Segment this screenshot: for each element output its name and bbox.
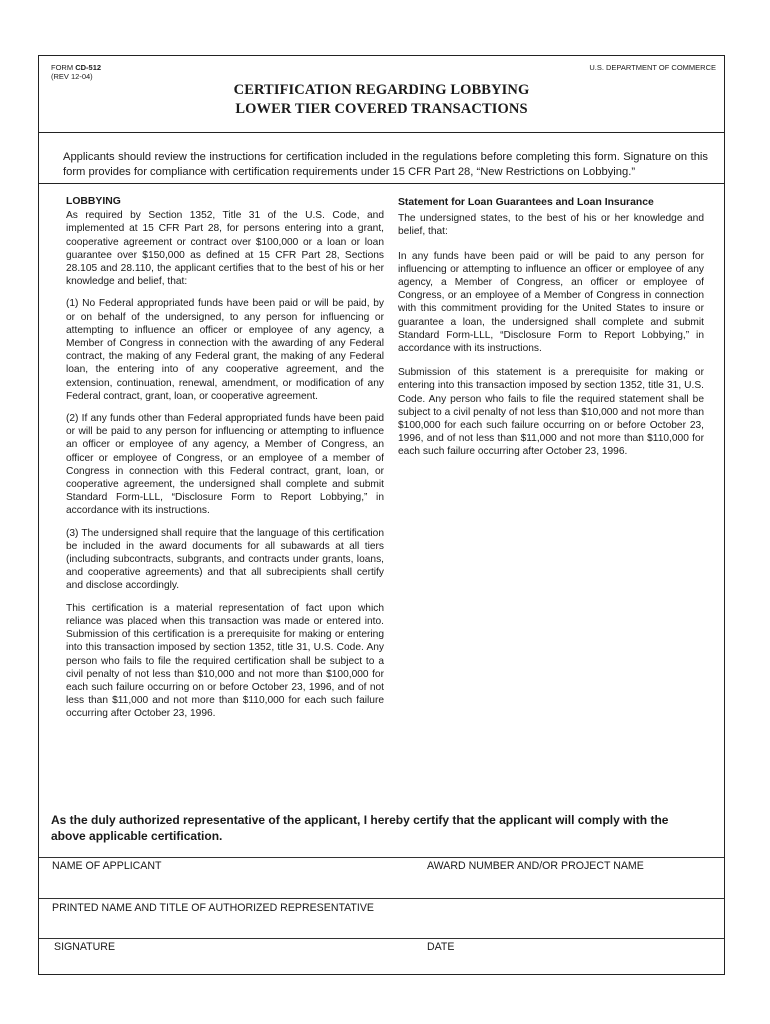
title-divider <box>39 132 724 133</box>
lobbying-paragraph: This certification is a material representation of fact upon which reliance was placed when this transaction was made or entered into. Submission of this certification is a prerequisite for making or entering into this transaction imposed by section 1352, title 31, U.S. Code. Any person who fails to file the required certification shall be subject to a civil penalty of not less than $10,000 and not more than $100,000 for each such failure occurring on or before October 23, 1996, and of not less than $11,000 and not more than $110,000 for each such failure occurring after October 23, 1996. <box>66 602 384 720</box>
form-identifier <box>51 63 101 81</box>
form-number: CD-512 <box>75 63 102 72</box>
award-number-field[interactable]: AWARD NUMBER AND/OR PROJECT NAME <box>427 860 644 872</box>
statement-paragraph: The undersigned states, to the best of his or her knowledge and belief, that: <box>398 213 704 238</box>
statement-heading: Statement for Loan Guarantees and Loan Insurance <box>398 197 654 208</box>
lobbying-paragraph: (2) If any funds other than Federal appropriated funds have been paid or will be paid to any person for influencing or attempting to influence an officer or employee of any agency, a Member of Congress, an officer or employee of Congress, or an employee of a member of Congress in connection with this Federal contract, grant, loan, or cooperative agreement, the undersigned shall complete and submit Standard Form-LLL, “Disclosure Form to Report Lobbying,” in accordance with its instructions. <box>66 413 384 517</box>
form-title <box>39 81 724 119</box>
field-divider <box>39 938 724 939</box>
form-revision: (REV 12-04) <box>51 72 93 81</box>
certification-statement: As the duly authorized representative of the applicant, I hereby certify that the applicant will comply with the above applicable certification. <box>51 813 669 843</box>
lobbying-paragraph: (3) The undersigned shall require that the language of this certification be included in the award documents for all subawards at all tiers (including subcontracts, subgrants, and contracts under grants, loans, and cooperative agreements) and that all subrecipients shall certify and disclose accordingly. <box>66 527 384 592</box>
instructions-intro: Applicants should review the instructions for certification included in the regulations before completing this form. Signature on this form provides for compliance with certification requirements under 15 CFR Part 28, “New Restrictions on Lobbying.” <box>63 151 708 178</box>
signature-field[interactable]: SIGNATURE <box>54 941 116 953</box>
lobbying-heading: LOBBYING <box>66 196 121 207</box>
printed-name-title-field[interactable]: PRINTED NAME AND TITLE OF AUTHORIZED REPRESENTATIVE <box>52 902 374 914</box>
field-divider <box>39 857 724 858</box>
intro-divider <box>39 183 724 184</box>
form-title-line-2: LOWER TIER COVERED TRANSACTIONS <box>235 101 528 117</box>
lobbying-paragraph: (1) No Federal appropriated funds have been paid or will be paid, by or on behalf of the undersigned, to any person for influencing or attempting to influence an officer or employee of any agency, a Member of Congress in connection with the awarding of any Federal contract, the making of any Federal grant, the making of any Federal loan, the entering into of any cooperative agreement, and the extension, continuation, renewal, amendment, or modification of any Federal contract, grant, loan, or cooperative agreement. <box>66 298 384 402</box>
lobbying-section <box>66 195 384 730</box>
lobbying-paragraph: As required by Section 1352, Title 31 of the U.S. Code, and implemented at 15 CFR Part 28, for persons entering into a grant, cooperative agreement or contract over $100,000 or a loan or loan guarantee over $150,000 as defined at 15 CFR Part 28, Sections 28.105 and 28.110, the applicant certifies that to the best of his or her knowledge and belief, that: <box>66 210 384 288</box>
department-name: U.S. DEPARTMENT OF COMMERCE <box>589 63 716 72</box>
field-divider <box>39 898 724 899</box>
loan-guarantee-statement-section <box>398 196 704 470</box>
form-title-line-1: CERTIFICATION REGARDING LOBBYING <box>233 82 530 98</box>
form-label: FORM <box>51 63 74 72</box>
statement-paragraph: Submission of this statement is a prerequisite for making or entering into this transaction imposed by section 1352, title 31, U.S. Code. Any person who fails to file the required statement shall be subject to a civil penalty of not less than $10,000 and not more than $100,000 for each such failure occurring on or before October 23, 1996, and of not less than $11,000 and not more than $110,000 for each such failure occurring after October 23, 1996. <box>398 367 704 458</box>
name-of-applicant-field[interactable]: NAME OF APPLICANT <box>52 860 162 872</box>
statement-paragraph: In any funds have been paid or will be paid to any person for influencing or attempting to influence an officer or employee of any agency, a Member of Congress, an officer or employee of Congress, or an employee of a Member of Congress in connection with this commitment providing for the United States to insure or guarantee a loan, the undersigned shall complete and submit Standard Form-LLL, “Disclosure Form to Report Lobbying,” in accordance with its instructions. <box>398 250 704 355</box>
date-field[interactable]: DATE <box>427 941 455 953</box>
form-frame <box>38 55 725 975</box>
